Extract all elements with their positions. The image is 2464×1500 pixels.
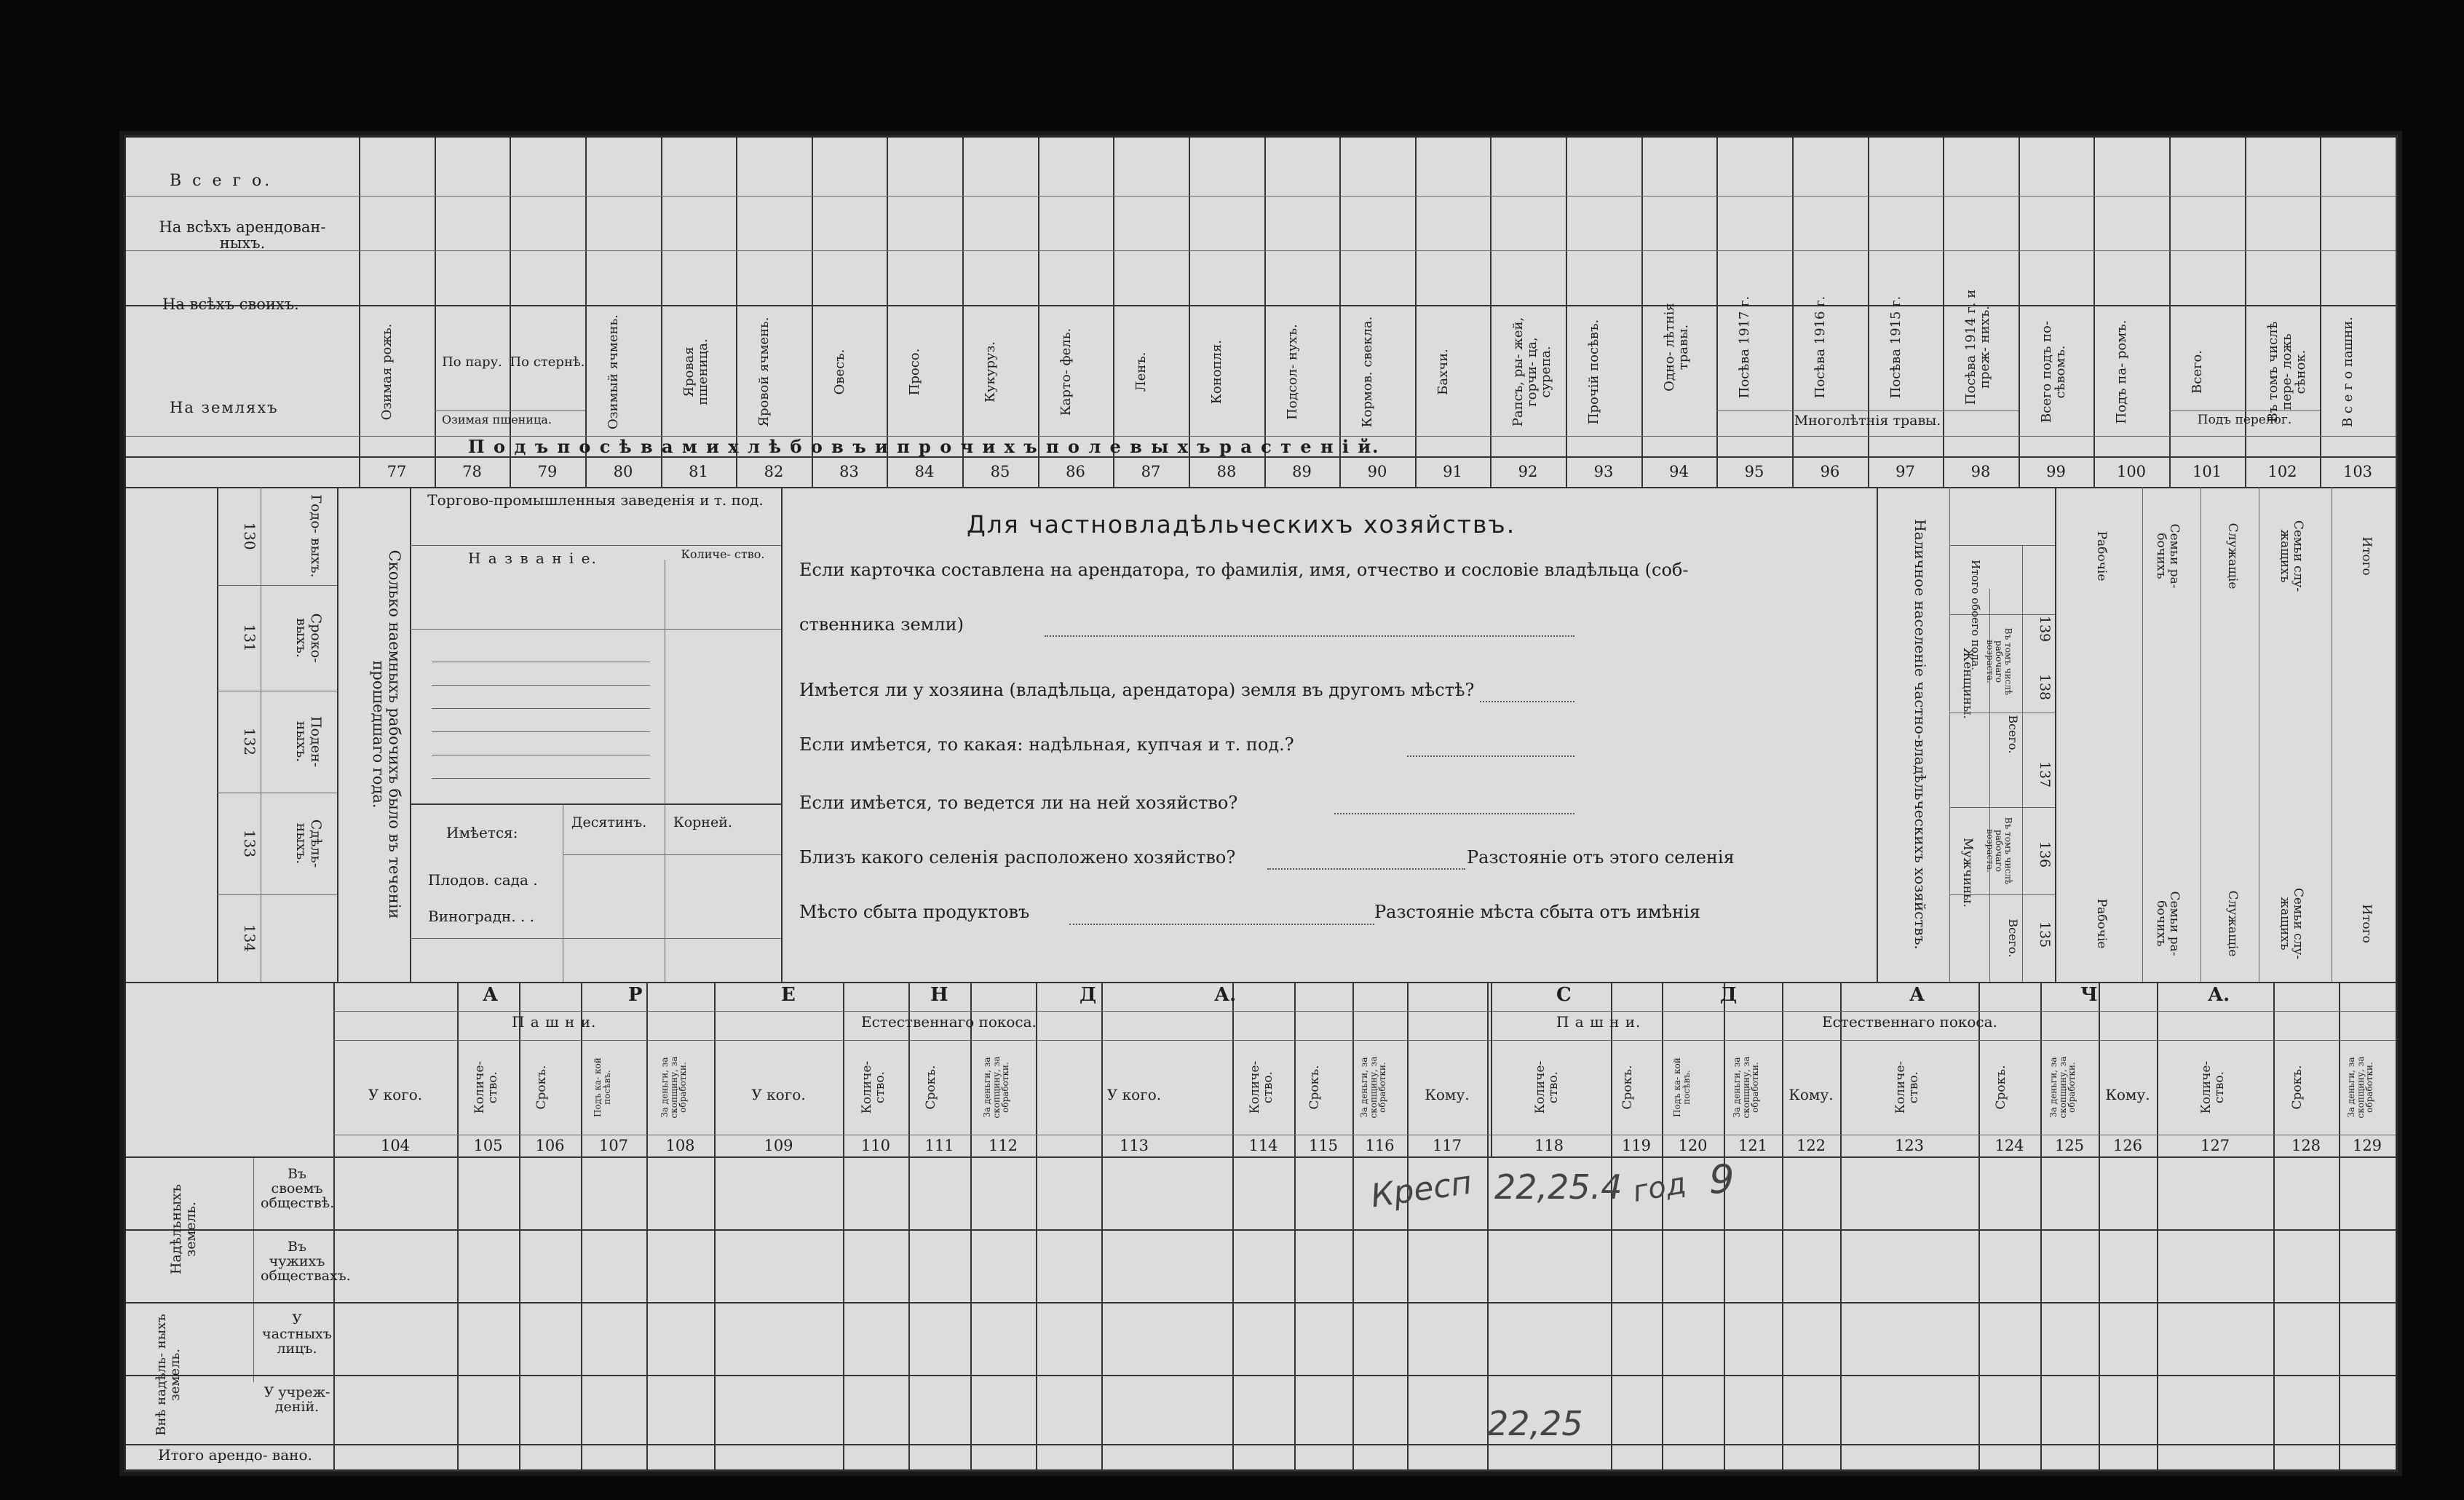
rule-v [812,138,813,487]
crop-col-number: 86 [1066,463,1085,480]
lease-col-number: 118 [1534,1137,1564,1154]
crop-col-number: 101 [2192,463,2222,480]
lease-row-label: У учреж- деній. [264,1384,330,1415]
rule-v [1641,138,1643,487]
rule-h [126,1302,2396,1303]
lease-col-header: За деньги, за скопщину, за обработки. [2346,1056,2375,1119]
lease-group-vne: Внѣ надѣль- ныхъ земель. [154,1314,183,1436]
pop-col-number: 139 [2037,615,2053,643]
lease-col-header: Количе- ство. [472,1060,500,1114]
rule-h [126,1375,2396,1376]
lease-col-number: 128 [2291,1137,2321,1154]
rule-h [410,938,781,939]
lease-row-label: Въ чужихъ обществахъ. [261,1239,351,1284]
lease-col-number: 129 [2352,1137,2382,1154]
rule-h [1491,1040,2396,1041]
crop-col-header: Рапсъ, ры- жей, горчи- ца, сурепа. [1510,317,1553,427]
pop-cat-top: Семьи ра- бочихъ [2154,523,2182,589]
rule-v [1566,138,1567,487]
lease-col-header: Срокъ. [1620,1065,1635,1110]
crop-col-number: 97 [1895,463,1915,480]
crop-col-header: По пару. [442,354,502,370]
pop-cat-bottom: Семьи ра- бочихъ [2154,891,2182,956]
rule-h [126,196,2396,197]
rule-v [435,138,436,487]
crop-sub-perelog: Подъ перелог. [2197,413,2292,427]
handwritten-kolich: 22,25.4 [1494,1167,1623,1207]
rule-v [781,487,783,982]
rule-h [563,854,781,855]
rule-v [1339,138,1341,487]
lease-itogo: Итого арендо- вано. [158,1446,312,1464]
rule-h [333,1011,2396,1012]
sdacha-pashni: П а ш н и. [1556,1013,1641,1031]
rule-v [646,982,648,1469]
lease-col-header: Срокъ. [923,1065,938,1110]
rule-v [1232,982,1234,1469]
sdacha-letter: С [1556,984,1572,1006]
arenda-letter: А. [1214,984,1237,1006]
crop-col-header: Всего. [2190,350,2205,394]
lease-col-number: 106 [535,1137,565,1154]
arenda-letter: А [483,984,499,1006]
crop-col-number: 87 [1141,463,1161,480]
crop-col-header: Посѣва 1914 г. и преж- нихъ. [1963,289,1992,405]
rule-v [457,982,459,1469]
rule-h [126,1229,2396,1231]
crop-col-header: Просо. [907,348,922,396]
rule-v [1868,138,1869,487]
crop-col-number: 88 [1216,463,1237,480]
worker-row-label: Сроко- выхъ. [293,613,324,663]
lease-col-number: 112 [988,1137,1018,1154]
rule-v [2099,982,2100,1469]
lease-col-number: 125 [2054,1137,2085,1154]
rule-h [410,545,781,546]
lease-col-number: 121 [1738,1137,1768,1154]
lease-col-number: 122 [1796,1137,1826,1154]
pop-cat-bottom: Семьи слу- жащихъ [2278,887,2305,960]
lease-col-number: 108 [665,1137,695,1154]
rule-v [2339,982,2340,1469]
orchard-korney: Корней. [673,814,732,830]
lease-col-header: Срокъ. [2290,1065,2305,1110]
workers-title: Сколько наемныхъ рабочихъ было въ теченіи прошедшаго года. [369,549,403,919]
crop-banner: П о д ъ п о с ѣ в а м и х л ѣ б о в ъ и п р о ч и х ъ п о л е в ы х ъ р а с т е н і й. [468,436,1380,457]
pop-cat-bottom: Служащіе [2225,890,2240,957]
lease-col-number: 123 [1894,1137,1925,1154]
rule-v [585,138,587,487]
lease-col-header: За деньги, за скопщину, за обработки. [1732,1056,1761,1119]
private-question: Если карточка составлена на арендатора, то фамилія, имя, отчество и сословіе владѣльца (соб- [799,560,1689,580]
rule-v [1840,982,1842,1469]
private-question: ственника земли) [799,614,964,635]
handwritten-pod: 9 [1709,1156,1735,1202]
rule-v [970,982,972,1469]
pop-cat-top: Семьи слу- жащихъ [2278,520,2305,592]
rule-h [432,731,650,732]
pop-vsego: Всего. [2006,918,2020,958]
answer-line [1069,924,1374,925]
lease-col-header: Срокъ. [1993,1065,2008,1110]
crop-col-number: 83 [839,463,859,480]
lease-col-header: Кому. [1425,1086,1470,1103]
rule-h [333,1040,1491,1041]
rule-h [217,585,337,586]
private-question: Разстояніе мѣста сбыта отъ имѣнія [1374,902,1700,922]
rule-v [2320,138,2321,487]
arenda-letter: Д [1080,984,1097,1006]
arenda-letter: Н [930,984,948,1006]
rule-h [435,410,585,411]
lease-col-number: 110 [860,1137,891,1154]
rule-v [2022,545,2023,982]
rule-v [2142,487,2143,982]
arenda-pokos: Естественнаго покоса. [861,1013,1037,1031]
lease-col-number: 105 [473,1137,503,1154]
lease-col-header: Количе- ство. [860,1060,887,1114]
lease-row-label: Въ своемъ обществѣ. [261,1166,335,1211]
rule-v [410,487,411,982]
crop-col-header: Посѣва 1916 г. [1813,295,1828,399]
answer-line [1407,755,1574,757]
crop-col-number: 93 [1593,463,1614,480]
crop-col-number: 95 [1744,463,1764,480]
lease-col-number: 109 [764,1137,793,1154]
handwritten-itogo: 22,25 [1487,1404,1583,1443]
worker-row-label: Поден- ныхъ. [293,715,324,768]
lease-col-header: У кого. [1106,1086,1162,1103]
rule-v [2245,138,2246,487]
crop-col-number: 103 [2342,463,2373,480]
pop-cat-bottom: Итого [2359,904,2374,943]
rule-v [2169,138,2171,487]
orchard-sad: Плодов. сада . [428,871,538,889]
rule-v [1782,982,1783,1469]
rule-v [519,982,520,1469]
lease-col-number: 113 [1119,1137,1149,1154]
rule-h [126,1444,2396,1445]
rule-v [736,138,737,487]
crop-col-header: Подсол- нухъ. [1284,324,1300,420]
rule-v [1943,138,1944,487]
rule-v [714,982,716,1469]
pop-vsego: Всего. [2006,715,2020,754]
rule-v [1724,982,1725,1469]
private-question: Если имѣется, то ведется ли на ней хозяйство? [799,793,1238,813]
rule-v [1877,487,1878,982]
pop-cat-top: Рабочіе [2094,531,2109,582]
lease-col-header: За деньги, за скопщину, за обработки. [982,1056,1011,1119]
rule-v [1662,982,1663,1469]
pop-vtom: Въ томъ числѣ рабочаго возраста. [1984,817,2013,885]
answer-line [1267,868,1465,870]
lease-col-number: 116 [1365,1137,1395,1154]
crop-col-header: Озимый ячмень. [606,314,621,430]
crop-col-header: Яровой ячмень. [756,317,772,427]
lease-col-number: 114 [1248,1137,1278,1154]
lease-col-number: 119 [1621,1137,1652,1154]
arenda-letter: Е [781,984,796,1006]
lease-col-header: Количе- ство. [1247,1060,1275,1114]
crop-col-number: 82 [764,463,784,480]
pop-men: Мужчины. [1960,838,1975,908]
rule-v [359,138,360,487]
rule-v [887,138,888,487]
worker-row-number: 133 [241,829,258,858]
census-card [124,135,2398,1472]
crop-col-header: Бахчи. [1435,349,1451,395]
rule-v [1491,982,1492,1156]
lease-col-number: 127 [2200,1137,2230,1154]
rule-v [1490,138,1492,487]
row-vsego: В с е г о. [170,172,273,190]
answer-line [1334,813,1574,814]
rule-h [126,250,2396,251]
rule-v [1949,487,1950,982]
rule-v [1487,982,1489,1469]
crop-col-number: 79 [537,463,558,480]
sdacha-letter: Д [1720,984,1738,1006]
pop-col-number: 138 [2037,673,2053,701]
rule-v [1038,138,1039,487]
rule-h [126,1469,2396,1471]
pop-vtom: Въ томъ числѣ рабочаго возраста. [1984,627,2013,696]
rule-v [1415,138,1417,487]
rule-h [432,708,650,709]
lease-col-header: Количе- ство. [1533,1060,1561,1114]
sdacha-pokos: Естественнаго покоса. [1822,1013,1997,1031]
rule-v [217,487,218,982]
crop-col-header: В с е г о пашни. [2340,317,2356,428]
rule-h [410,629,781,630]
lease-col-number: 104 [380,1137,411,1154]
rule-v [2055,487,2056,982]
rule-v [1978,982,1980,1469]
worker-row-number: 130 [241,522,258,550]
private-question: Близъ какого селенія расположено хозяйство? [799,847,1236,868]
rule-v [1352,982,1354,1469]
crop-col-header: Въ томъ числѣ пере- ложь сѣнок. [2265,321,2308,423]
crop-col-number: 98 [1970,463,1991,480]
rule-v [1264,138,1266,487]
handwritten-komu: Кресп [1368,1164,1475,1215]
crop-col-number: 89 [1292,463,1312,480]
private-question: Разстояніе отъ этого селенія [1467,847,1735,868]
industry-name-col: Н а з в а н і е. [468,549,598,567]
lease-col-number: 111 [924,1137,954,1154]
worker-row-number: 131 [241,624,258,652]
worker-row-number: 132 [241,727,258,756]
industry-qty-col: Количе- ство. [681,547,765,561]
lease-col-header: Кому. [2105,1086,2150,1103]
rule-v [253,1156,254,1382]
lease-col-header: У кого. [751,1086,806,1103]
crop-col-header: Прочій посѣвъ. [1586,319,1601,425]
arenda-letter: Р [628,984,643,1006]
crop-col-header: Яровая пшеница. [681,338,710,405]
crop-col-header: Посѣва 1917 г. [1737,295,1752,399]
lease-col-header: Подъ ка- кой посѣвъ. [593,1057,612,1117]
worker-row-number: 134 [241,924,258,953]
private-question: Имѣется ли у хозяина (владѣльца, арендатора) земля въ другомъ мѣстѣ? [799,680,1475,700]
rule-h [126,1156,2396,1158]
lease-col-header: Количе- ство. [2199,1060,2227,1114]
crop-col-header: Посѣва 1915 г. [1887,295,1904,399]
worker-row-label: Сдѣль- ныхъ. [293,819,324,868]
rule-v [337,487,338,982]
sdacha-letter: Ч [2080,984,2098,1006]
crop-col-header: Конопля. [1209,339,1224,405]
row-arend: На всѣхъ арендован- ныхъ. [159,218,326,253]
private-question: Мѣсто сбыта продуктовъ [799,902,1030,922]
lease-col-header: За деньги, за скопщину, за обработки. [1358,1056,1387,1119]
row-na-zemlyah: На земляхъ [170,399,279,416]
rule-v [908,982,910,1469]
crop-col-header: Подъ па- ромъ. [2114,320,2129,424]
lease-col-number: 107 [598,1137,629,1154]
crop-col-header: Ленъ. [1133,352,1149,392]
rule-h [1716,410,2019,411]
crop-col-number: 85 [990,463,1010,480]
rule-v [2200,487,2201,982]
rule-v [962,138,964,487]
answer-line [1045,635,1574,637]
rule-h [217,894,337,895]
crop-col-number: 81 [689,463,708,480]
crop-col-header: Озимая рожь. [379,323,395,421]
crop-col-number: 100 [2116,463,2147,480]
lease-col-header: Срокъ. [1307,1065,1322,1110]
lease-row-label: У частныхъ лицъ. [262,1311,332,1357]
rule-h [1949,545,2055,546]
crop-col-header: Всего подъ по- сѣвомъ. [2038,321,2068,423]
rule-v [1792,138,1794,487]
pop-col-number: 136 [2037,841,2053,868]
handwritten-srok: год [1630,1166,1689,1210]
rule-v [1716,138,1718,487]
pop-cat-top: Служащіе [2225,523,2240,590]
rule-v [661,138,662,487]
private-question: Если имѣется, то какая: надѣльная, купчая и т. под.? [799,734,1294,755]
crop-col-number: 102 [2267,463,2297,480]
rule-v [333,982,335,1469]
crop-col-header: Овесъ. [831,349,847,395]
rule-v [2093,138,2095,487]
crop-col-header: Карто- фель. [1058,328,1074,416]
rule-v [510,138,511,487]
orchard-imeetsya: Имѣется: [446,824,518,841]
row-svoih: На всѣхъ своихъ. [162,295,299,313]
lease-col-number: 120 [1678,1137,1708,1154]
rule-v [2157,982,2158,1469]
population-title: Наличное населеніе частно-владѣльческихъ хозяйствъ. [1912,519,1929,950]
rule-h [126,982,2396,983]
lease-col-header: Подъ ка- кой посѣвъ. [1671,1057,1692,1117]
rule-v [1036,982,1037,1469]
lease-group-nadel: Надѣльныхъ земель. [168,1183,199,1275]
rule-h [410,803,781,805]
crop-col-number: 77 [387,463,407,480]
crop-col-header: Кукуруз. [983,341,998,403]
industry-title: Торгово-промышленныя заведенія и т. под. [427,491,764,509]
rule-v [1101,982,1103,1469]
rule-v [1407,982,1409,1469]
lease-col-number: 126 [2112,1137,2143,1154]
private-title: Для частновладѣльческихъ хозяйствъ. [967,510,1516,539]
crop-col-number: 99 [2046,463,2066,480]
lease-col-header: За деньги, за скопщину, за обработки. [2048,1056,2077,1119]
lease-col-header: Количе- ство. [1893,1060,1921,1114]
orchard-vinograd: Виноградн. . . [428,908,535,925]
crop-col-number: 84 [914,463,935,480]
crop-col-header: Одно- лѣтнія травы. [1661,303,1691,392]
crop-col-number: 96 [1820,463,1840,480]
rule-h [432,685,650,686]
crop-col-number: 90 [1367,463,1387,480]
rule-v [1189,138,1190,487]
crop-col-number: 91 [1443,463,1462,480]
lease-col-header: Кому. [1788,1086,1834,1103]
rule-v [581,982,582,1469]
orchard-desyatin: Десятинъ. [571,814,647,830]
worker-row-label: Годо- выхъ. [308,494,324,578]
rule-v [2396,138,2397,487]
pop-col-number: 137 [2037,761,2053,788]
crop-sub-ozim: Озимая пшеница. [442,413,552,426]
rule-h [126,305,2396,306]
sdacha-letter: А. [2208,984,2230,1006]
pop-cat-bottom: Рабочіе [2094,898,2109,949]
rule-h [432,778,650,779]
rule-v [1113,138,1114,487]
crop-col-header: По стернѣ. [510,354,585,370]
lease-col-header: За деньги, за скопщину, за обработки. [659,1056,688,1119]
rule-v [2273,982,2275,1469]
pop-col-number: 135 [2037,921,2053,948]
crop-col-header: Кормов. свекла. [1360,316,1375,428]
arenda-pashni: П а ш н и. [512,1013,597,1031]
sdacha-letter: А [1909,984,1925,1006]
lease-col-number: 115 [1308,1137,1339,1154]
pop-women: Женщины. [1960,648,1975,719]
crop-col-number: 92 [1518,463,1538,480]
crop-col-number: 80 [613,463,633,480]
lease-col-number: 124 [1994,1137,2024,1154]
lease-col-number: 117 [1432,1137,1462,1154]
lease-col-header: Срокъ. [534,1065,549,1110]
crop-col-number: 94 [1669,463,1689,480]
rule-v [843,982,844,1469]
pop-cat-top: Итого [2359,536,2374,576]
answer-line [1480,701,1574,702]
rule-v [1294,982,1296,1469]
pop-itogo: Итого обоего пола. [1969,560,1982,670]
rule-v [1611,982,1612,1469]
crop-col-number: 78 [462,463,482,480]
crop-sub-mnogolet: Многолѣтнія травы. [1794,413,1941,429]
lease-col-header: У кого. [368,1086,423,1103]
rule-v [2040,982,2042,1469]
rule-v [2019,138,2020,487]
